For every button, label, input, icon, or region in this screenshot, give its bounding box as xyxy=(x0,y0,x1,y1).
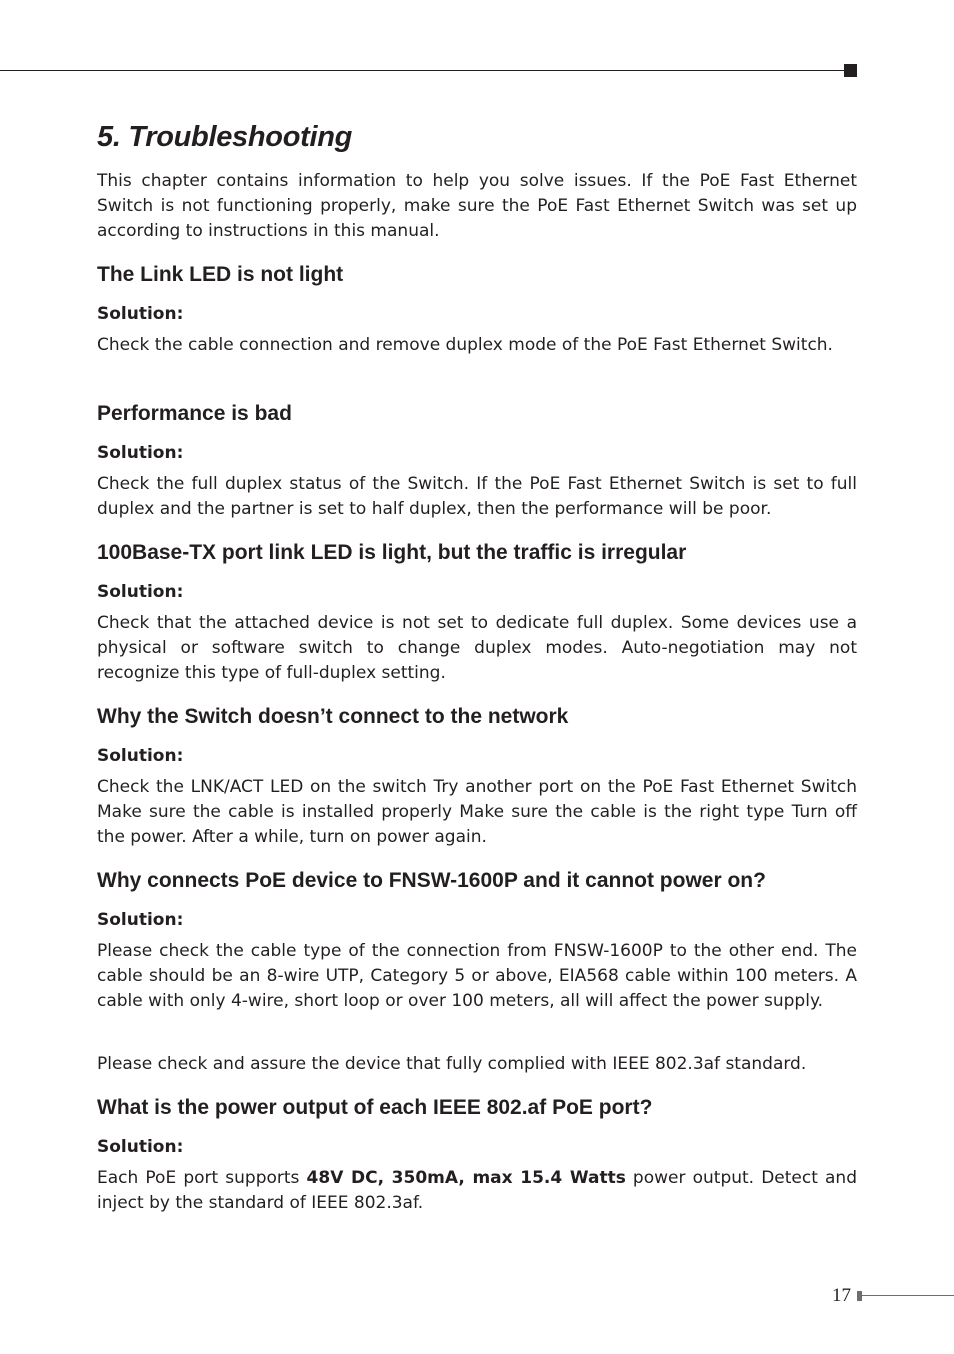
footer-rule xyxy=(862,1295,954,1296)
header-square-marker xyxy=(844,64,857,77)
footer-marker xyxy=(857,1291,862,1301)
solution-label: Solution: xyxy=(97,910,184,930)
solution-text: Check that the attached device is not set to dedicate full duplex. Some devices use a physical or software switch to change duplex modes. Auto-negotiation may not recognize this type of full-duplex setting. xyxy=(97,613,857,683)
solution-text: Check the LNK/ACT LED on the switch Try another port on the PoE Fast Ethernet Switch Make sure the cable is installed properly Make sure the cable is the right type Turn off the power. After a while, turn on power again. xyxy=(97,777,857,847)
power-spec-bold: 48V DC, 350mA, max 15.4 Watts xyxy=(306,1168,626,1188)
intro-paragraph: This chapter contains information to help you solve issues. If the PoE Fast Ethernet Switch is not functioning properly, make sure the PoE Fast Ethernet Switch was set up according to instructions in this manual. xyxy=(97,171,857,241)
chapter-title: 5. Troubleshooting xyxy=(97,121,353,153)
solution-text xyxy=(97,1166,857,1216)
header-rule xyxy=(0,70,846,71)
section-heading-traffic-irregular: 100Base-TX port link LED is light, but the traffic is irregular xyxy=(97,541,687,564)
solution-label: Solution: xyxy=(97,582,184,602)
solution-text-suffix: power output. Detect and inject by the standard of IEEE 802.3af. xyxy=(97,1168,857,1213)
solution-text-prefix: Each PoE port supports xyxy=(97,1168,307,1188)
solution-label: Solution: xyxy=(97,443,184,463)
section-heading-no-connect: Why the Switch doesn’t connect to the network xyxy=(97,705,569,728)
section-heading-link-led: The Link LED is not light xyxy=(97,263,344,286)
solution-label: Solution: xyxy=(97,304,184,324)
solution-text: Check the cable connection and remove duplex mode of the PoE Fast Ethernet Switch. xyxy=(97,335,833,355)
solution-text-additional: Please check and assure the device that fully complied with IEEE 802.3af standard. xyxy=(97,1054,807,1074)
solution-label: Solution: xyxy=(97,1137,184,1157)
solution-text: Please check the cable type of the connection from FNSW-1600P to the other end. The cable should be an 8-wire UTP, Category 5 or above, EIA568 cable within 100 meters. A cable with only 4-wire, short loop or over 100 meters, all will affect the power supply. xyxy=(97,941,857,1011)
solution-label: Solution: xyxy=(97,746,184,766)
solution-text: Check the full duplex status of the Switch. If the PoE Fast Ethernet Switch is set to full duplex and the partner is set to half duplex, then the performance will be poor. xyxy=(97,474,857,519)
section-heading-performance: Performance is bad xyxy=(97,402,292,425)
section-heading-poe-power-on: Why connects PoE device to FNSW-1600P and it cannot power on? xyxy=(97,869,766,892)
section-heading-power-output: What is the power output of each IEEE 802.af PoE port? xyxy=(97,1096,653,1119)
page-number: 17 xyxy=(832,1285,851,1306)
